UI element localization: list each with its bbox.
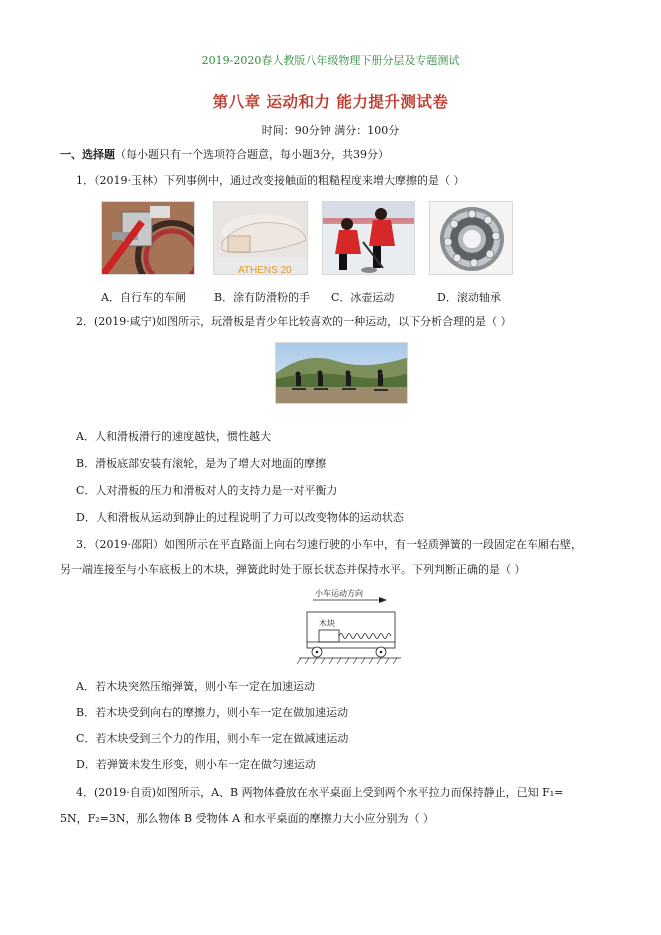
athens-logo-text: ATHENS 20 [238, 265, 292, 275]
series-header: 2019-2020春人教版八年级物理下册分层及专题测试 [201, 54, 460, 67]
question-1-option-a: A．自行车的车闸 [101, 291, 186, 304]
exam-meta: 时间：90分钟 满分：100分 [261, 124, 400, 137]
skateboard-photo [275, 342, 408, 404]
hand-chalk-photo [213, 201, 308, 275]
question-2-option-b: B．滑板底部安装有滚轮，是为了增大对地面的摩擦 [76, 457, 327, 470]
question-4-stem-line-2: 5N，F₂=3N，那么物体 B 受物体 A 和水平桌面的摩擦力大小应分别为（ ） [60, 812, 435, 825]
question-2-option-d: D．人和滑板从运动到静止的过程说明了力可以改变物体的运动状态 [76, 511, 404, 524]
question-3-option-d: D．若弹簧未发生形变，则小车一定在做匀速运动 [76, 758, 316, 771]
question-2-option-c: C．人对滑板的压力和滑板对人的支持力是一对平衡力 [76, 484, 338, 497]
ball-bearing-photo [429, 201, 513, 275]
block-label: 木块 [319, 619, 335, 628]
question-1-option-d: D．滚动轴承 [437, 291, 501, 304]
section-heading [60, 148, 389, 162]
curling-photo [322, 201, 415, 275]
question-3-stem-line-1: 3．（2019·邵阳）如图所示在平直路面上向右匀速行驶的小车中，有一轻质弹簧的一段固定在车厢右壁， [76, 538, 582, 551]
section-note: （每小题只有一个选项符合题意，每小题3分，共39分） [115, 148, 389, 161]
question-1-option-b: B．涂有防滑粉的手 [214, 291, 311, 304]
question-3-option-b: B．若木块受到向右的摩擦力，则小车一定在做加速运动 [76, 706, 349, 719]
question-1-stem: 1．（2019·玉林）下列事例中，通过改变接触面的粗糙程度来增大摩擦的是（ ） [76, 174, 465, 187]
question-3-option-c: C．若木块受到三个力的作用，则小车一定在做减速运动 [76, 732, 349, 745]
question-1-option-c: C．冰壶运动 [331, 291, 395, 304]
question-3-stem-line-2: 另一端连接至与小车底板上的木块，弹簧此时处于原长状态并保持水平。下列判断正确的是（ ） [60, 563, 526, 576]
question-2-stem: 2．(2019·咸宁)如图所示，玩滑板是青少年比较喜欢的一种运动，以下分析合理的是（ ） [76, 315, 512, 328]
question-3-option-a: A．若木块突然压缩弹簧，则小车一定在加速运动 [76, 680, 315, 693]
bicycle-brake-photo [101, 201, 195, 275]
section-title: 一、选择题 [60, 148, 115, 161]
cart-direction-label: 小车运动方向 [315, 589, 363, 598]
question-4-stem-line-1: 4．(2019·自贡)如图所示，A、B 两物体叠放在水平桌面上受到两个水平拉力而保持静止，已知 F₁= [76, 786, 564, 799]
cart-spring-diagram [295, 588, 405, 666]
page-title: 第八章 运动和力 能力提升测试卷 [212, 92, 449, 111]
question-2-option-a: A．人和滑板滑行的速度越快，惯性越大 [76, 430, 271, 443]
